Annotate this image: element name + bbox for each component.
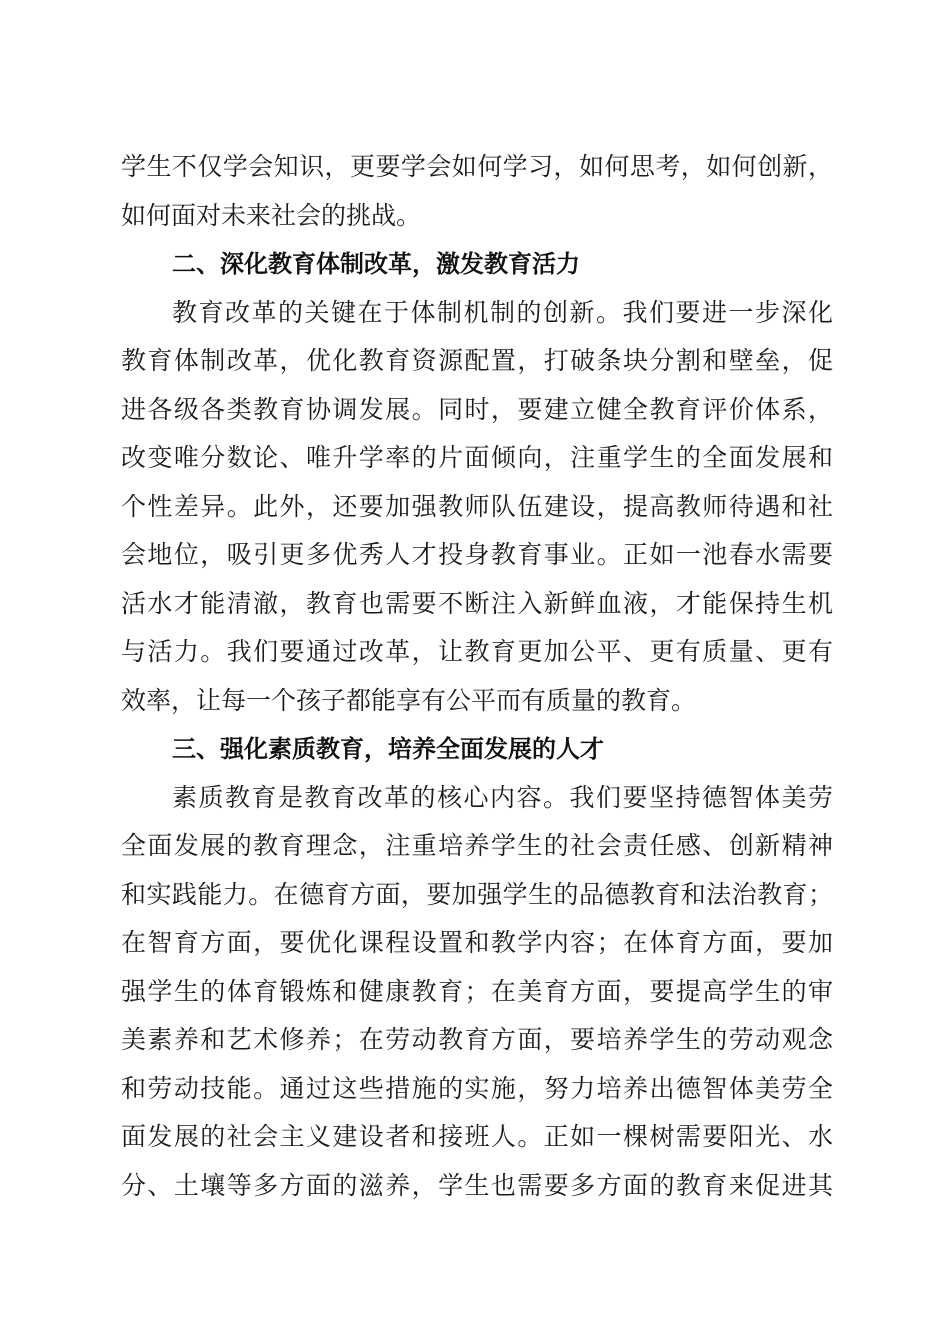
text-line: 在智育方面，要优化课程设置和教学内容；在体育方面，要加 xyxy=(121,928,833,957)
text-line: 学生不仅学会知识，更要学会如何学习，如何思考，如何创新， xyxy=(121,152,833,181)
text-line: 全面发展的教育理念，注重培养学生的社会责任感、创新精神 xyxy=(121,831,833,860)
text-line: 效率，让每一个孩子都能享有公平而有质量的教育。 xyxy=(121,685,697,715)
text-line: 强学生的体育锻炼和健康教育；在美育方面，要提高学生的审 xyxy=(121,976,833,1006)
text-line: 进各级各类教育协调发展。同时，要建立健全教育评价体系， xyxy=(121,394,833,424)
section-heading: 三、强化素质教育，培养全面发展的人才 xyxy=(172,735,604,763)
text-line: 个性差异。此外，还要加强教师队伍建设，提高教师待遇和社 xyxy=(121,491,833,521)
text-line: 面发展的社会主义建设者和接班人。正如一棵树需要阳光、水 xyxy=(121,1122,833,1151)
text-line: 和实践能力。在德育方面，要加强学生的品德教育和法治教育； xyxy=(121,879,833,909)
document-body xyxy=(121,143,833,1210)
text-line: 教育体制改革，优化教育资源配置，打破条块分割和壁垒，促 xyxy=(121,346,833,375)
text-line: 教育改革的关键在于体制机制的创新。我们要进一步深化 xyxy=(172,297,833,327)
text-line: 和劳动技能。通过这些措施的实施，努力培养出德智体美劳全 xyxy=(121,1073,833,1103)
text-line: 会地位，吸引更多优秀人才投身教育事业。正如一池春水需要 xyxy=(121,540,833,569)
text-line: 分、土壤等多方面的滋养，学生也需要多方面的教育来促进其 xyxy=(121,1170,833,1200)
text-line: 素质教育是教育改革的核心内容。我们要坚持德智体美劳 xyxy=(172,782,833,812)
text-line: 如何面对未来社会的挑战。 xyxy=(121,200,422,230)
section-heading: 二、深化教育体制改革，激发教育活力 xyxy=(172,250,580,278)
text-line: 与活力。我们要通过改革，让教育更加公平、更有质量、更有 xyxy=(121,637,833,666)
text-line: 美素养和艺术修养；在劳动教育方面，要培养学生的劳动观念 xyxy=(121,1025,833,1054)
text-line: 活水才能清澈，教育也需要不断注入新鲜血液，才能保持生机 xyxy=(121,588,833,618)
text-line: 改变唯分数论、唯升学率的片面倾向，注重学生的全面发展和 xyxy=(121,443,833,472)
